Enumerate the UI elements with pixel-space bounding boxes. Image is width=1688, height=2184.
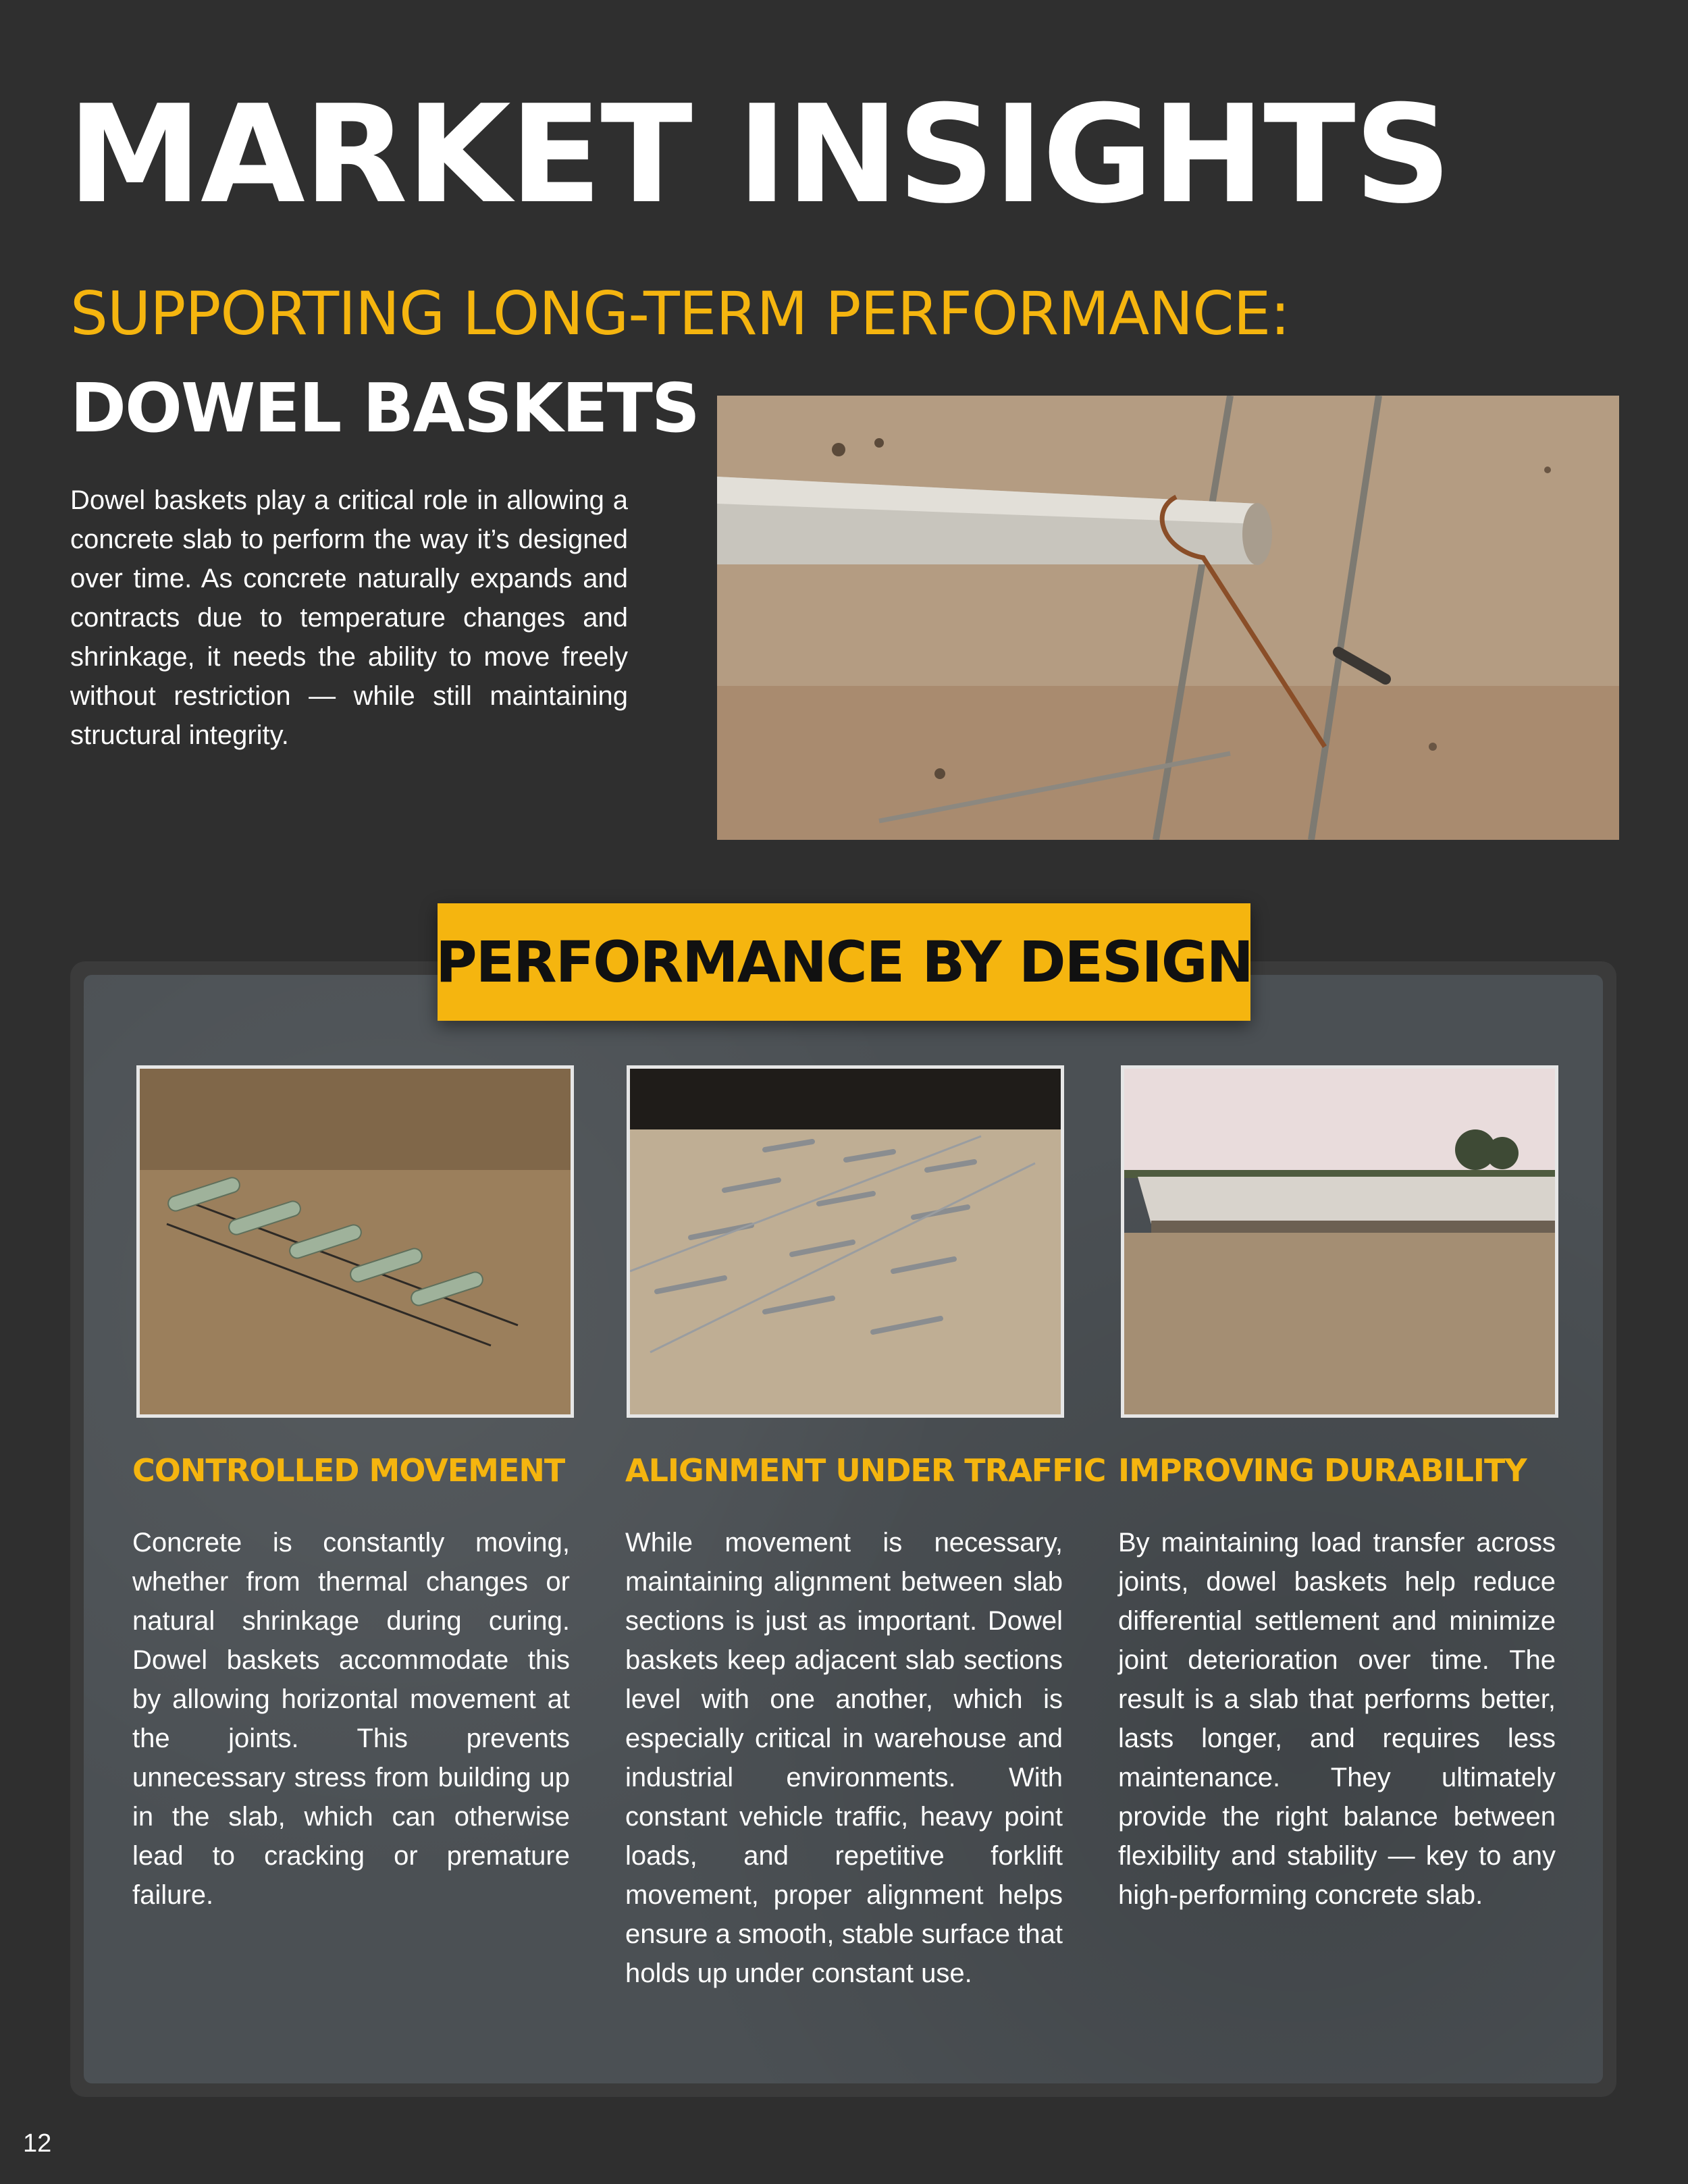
- photo-2-illustration: [630, 1069, 1061, 1414]
- photo-3-illustration: [1124, 1069, 1555, 1414]
- column-2-text: While movement is necessary, maintaining alignment between slab sections is just as important. Dowel baskets keep adjacent slab sections level with one another, which is especially critical in warehouse and industrial environments. With constant vehicle traffic, heavy point loads, and repetitive forklift movement, proper alignment helps ensure a smooth, stable surface that holds up under constant use.: [625, 1528, 1063, 1988]
- hero-photo-illustration: [717, 396, 1619, 840]
- column-1-title: CONTROLLED MOVEMENT: [132, 1452, 565, 1489]
- photo-basket-grid-warehouse: [627, 1065, 1064, 1418]
- photo-1-illustration: [140, 1069, 571, 1414]
- photo-paving-road: [1121, 1065, 1558, 1418]
- intro-paragraph: Dowel baskets play a critical role in allowing a concrete slab to perform the way it’s designed over time. As concrete naturally expands and contracts due to temperature changes and shrinkage, it needs the ability to move freely without restriction — while still maintaining structural integrity.: [70, 485, 628, 750]
- performance-banner: [438, 903, 1250, 1021]
- section-subtitle: DOWEL BASKETS: [70, 369, 699, 448]
- page-title: MARKET INSIGHTS: [68, 76, 1450, 234]
- column-3-text: By maintaining load transfer across joints, dowel baskets help reduce differential settlement and minimize joint deterioration over time. The result is a slab that performs better, lasts longer, and requires less maintenance. They ultimately provide the right balance between flexibility and stability — key to any high-performing concrete slab.: [1118, 1528, 1556, 1910]
- column-1-text: Concrete is constantly moving, whether from thermal changes or natural shrinkage during curing. Dowel baskets accommodate this by allowing horizontal movement at the joints. This prevents unnecessary stress from building up in the slab, which can otherwise lead to cracking or premature failure.: [132, 1528, 570, 1910]
- page-number: 12: [23, 2129, 52, 2158]
- hero-photo-dowel-closeup: [717, 396, 1619, 840]
- column-3-title: IMPROVING DURABILITY: [1118, 1452, 1527, 1489]
- column-2-title: ALIGNMENT UNDER TRAFFIC: [625, 1452, 1106, 1489]
- banner-label: PERFORMANCE BY DESIGN: [436, 929, 1252, 995]
- section-kicker: SUPPORTING LONG-TERM PERFORMANCE:: [70, 279, 1290, 348]
- photo-baskets-on-subgrade: [136, 1065, 574, 1418]
